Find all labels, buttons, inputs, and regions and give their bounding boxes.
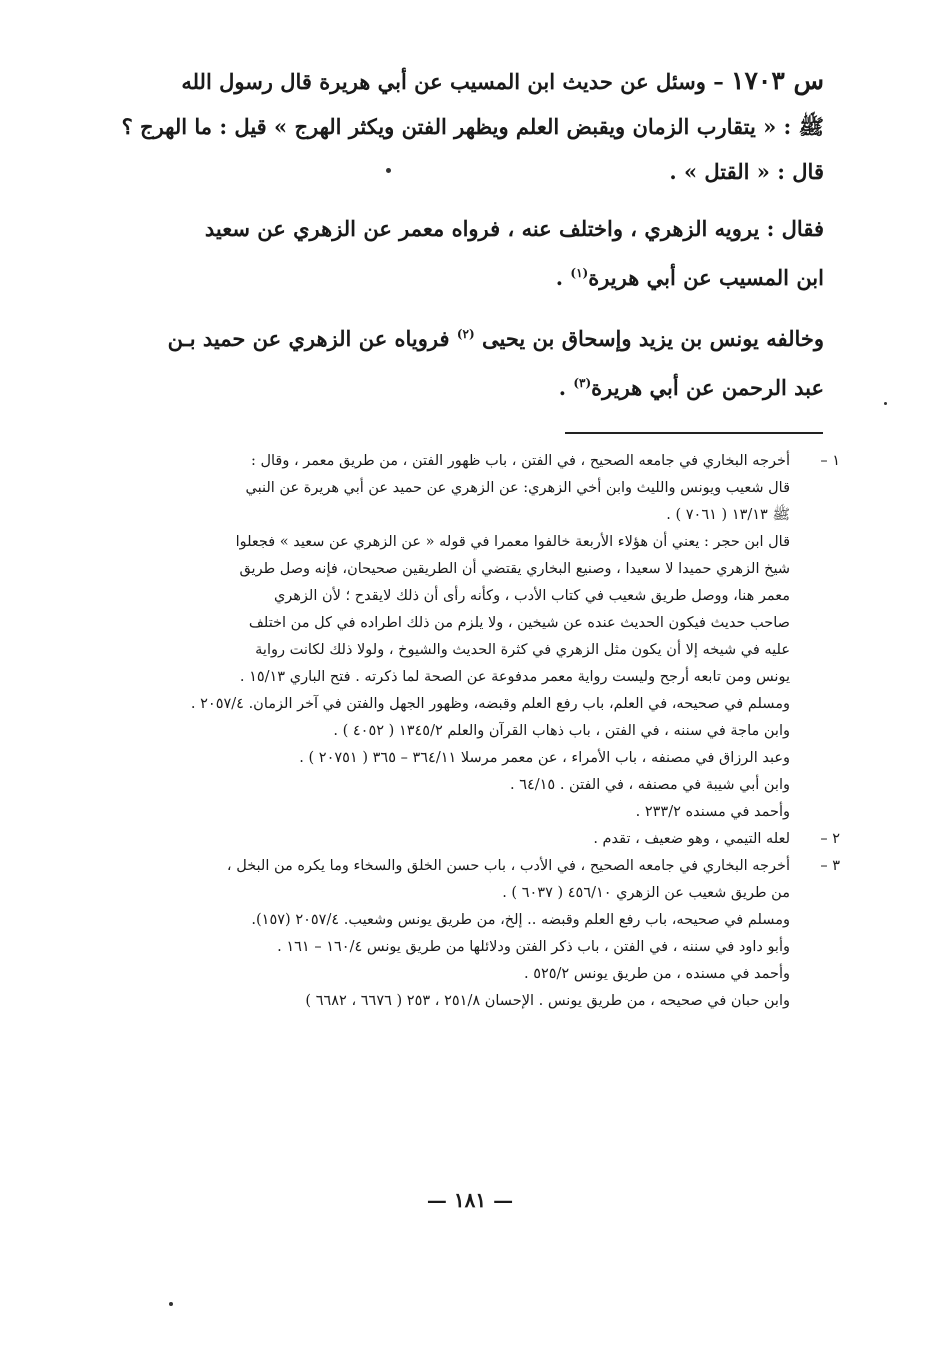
- footnote-number: ٣ –: [820, 858, 840, 874]
- footnote-line: قال ابن حجر : يعني أن هؤلاء الأربعة خالفوا معمرا في قوله « عن الزهري عن سعيد » فجعلوا: [235, 534, 790, 550]
- page-number: — ١٨١ —: [426, 1188, 514, 1212]
- question-paragraph: [108, 58, 824, 194]
- answer2-line-1: [108, 312, 824, 361]
- footnote-line: وعبد الرزاق في مصنفه ، باب الأمراء ، عن معمر مرسلا ٣٦٤/١١ – ٣٦٥ ( ٢٠٧٥١ ) .: [299, 750, 790, 766]
- footnote-line: صاحب حديث فيكون الحديث عنده عن شيخين ، ولا يلزم من ذلك اطراده في كل من اختلف: [248, 615, 790, 631]
- footnote-line: وابن أبي شيبة في مصنفه ، في الفتن . ٦٤/١٥ .: [509, 777, 790, 793]
- answer1-end: .: [555, 265, 571, 290]
- footnote-3: [128, 853, 840, 1015]
- footnote-line: لعله التيمي ، وهو ضعيف ، تقدم .: [593, 831, 790, 847]
- question-line-2: ﷺ : « يتقارب الزمان ويقبض العلم ويظهر الفتن ويكثر الهرج » قيل : ما الهرج ؟: [121, 114, 824, 139]
- answer-paragraph-1: [108, 206, 824, 300]
- question-line-3: قال : « القتل » .: [669, 159, 824, 184]
- scan-speck: [169, 1302, 173, 1306]
- footnote-line: أخرجه البخاري في جامعه الصحيح ، في الفتن ، باب ظهور الفتن ، من طريق معمر ، وقال :: [250, 453, 790, 469]
- footnote-2: [128, 826, 840, 853]
- answer2-end: .: [558, 375, 574, 400]
- answer2-line-1a: وخالفه يونس بن يزيد وإسحاق بن يحيى: [482, 326, 824, 351]
- footnotes: [128, 448, 840, 1015]
- question-text-1: – وسئل عن حديث ابن المسيب عن أبي هريرة قال رسول الله: [181, 69, 724, 94]
- footnote-line: ﷺ ١٣/١٣ ( ٧٠٦١ ) .: [666, 507, 790, 523]
- footnote-line: وأحمد في مسنده ٢٣٣/٢ .: [635, 804, 790, 820]
- footnote-line: من طريق شعيب عن الزهري ٤٥٦/١٠ ( ٦٠٣٧ ) .: [502, 885, 790, 901]
- answer1-line-2-text: ابن المسيب عن أبي هريرة: [588, 265, 824, 290]
- footnote-ref-1: (١): [570, 266, 589, 280]
- question-line-1: [108, 58, 824, 104]
- main-text: [108, 58, 824, 422]
- footnote-number: ١ –: [820, 453, 840, 469]
- answer-paragraph-2: [108, 312, 824, 410]
- footnote-ref-2: (٢): [456, 327, 475, 341]
- footnote-line: يونس ومن تابعه أرجح وليست رواية معمر مدفوعة عن الصحة لما ذكرته . فتح الباري ١٥/١٣ .: [239, 669, 790, 685]
- footnote-line: معمر هنا، ووصل طريق شعيب في كتاب الأدب ، وكأنه رأى أن ذلك لايقدح ؛ لأن الزهري: [273, 588, 790, 604]
- footnote-line: وأبو داود في سننه ، في الفتن ، باب ذكر الفتن ودلائلها من طريق يونس ١٦٠/٤ – ١٦١ .: [277, 939, 790, 955]
- footnote-number: ٢ –: [820, 831, 840, 847]
- answer2-line-2-text: عبد الرحمن عن أبي هريرة: [591, 375, 824, 400]
- footnote-line: وابن ماجة في سننه ، في الفتن ، باب ذهاب القرآن والعلم ١٣٤٥/٢ ( ٤٠٥٢ ) .: [333, 723, 790, 739]
- footnote-line: قال شعيب ويونس والليث وابن أخي الزهري: عن الزهري عن حميد عن أبي هريرة عن النبي: [245, 480, 790, 496]
- scan-speck: [386, 168, 391, 173]
- footnote-line: عليه في شيخه إلا أن يكون مثل الزهري في كثرة الحديث والشيوخ ، ولولا ذلك لكانت رواية: [255, 642, 790, 658]
- answer2-line-1b: فروياه عن الزهري عن حميد بـن: [167, 326, 457, 351]
- footnote-1: [128, 448, 840, 826]
- footnote-separator: [565, 432, 823, 434]
- footnote-line: وابن حبان في صحيحه ، من طريق يونس . الإحسان ٢٥١/٨ ، ٢٥٣ ( ٦٦٧٦ ، ٦٦٨٢ ): [305, 993, 790, 1009]
- footnote-line: شيخ الزهري حميدا لا سعيدا ، وصنيع البخاري يقتضي أن الطريقين صحيحان، فإنه وصل طريق: [239, 561, 790, 577]
- footnote-line: أخرجه البخاري في جامعه الصحيح ، في الأدب ، باب حسن الخلق والسخاء وما يكره من البخل ،: [226, 858, 790, 874]
- footnote-line: ومسلم في صحيحه، باب رفع العلم وقبضه .. إلخ، من طريق يونس وشعيب. ٢٠٥٧/٤ (١٥٧).: [251, 912, 790, 928]
- answer1-line-1: فقال : يرويه الزهري ، واختلف عنه ، فرواه معمر عن الزهري عن سعيد: [204, 216, 824, 241]
- answer1-line-2: [108, 251, 824, 300]
- footnote-ref-3: (٣): [573, 376, 592, 390]
- footnote-line: ومسلم في صحيحه، في العلم، باب رفع العلم وقبضه، وظهور الجهل والفتن في آخر الزمان. ٢٠٥٧/٤ .: [190, 696, 790, 712]
- scan-speck: [884, 402, 887, 405]
- footnote-line: وأحمد في مسنده ، من طريق يونس ٥٢٥/٢ .: [523, 966, 790, 982]
- question-number: س ١٧٠٣: [731, 66, 824, 95]
- answer2-line-2: [108, 361, 824, 410]
